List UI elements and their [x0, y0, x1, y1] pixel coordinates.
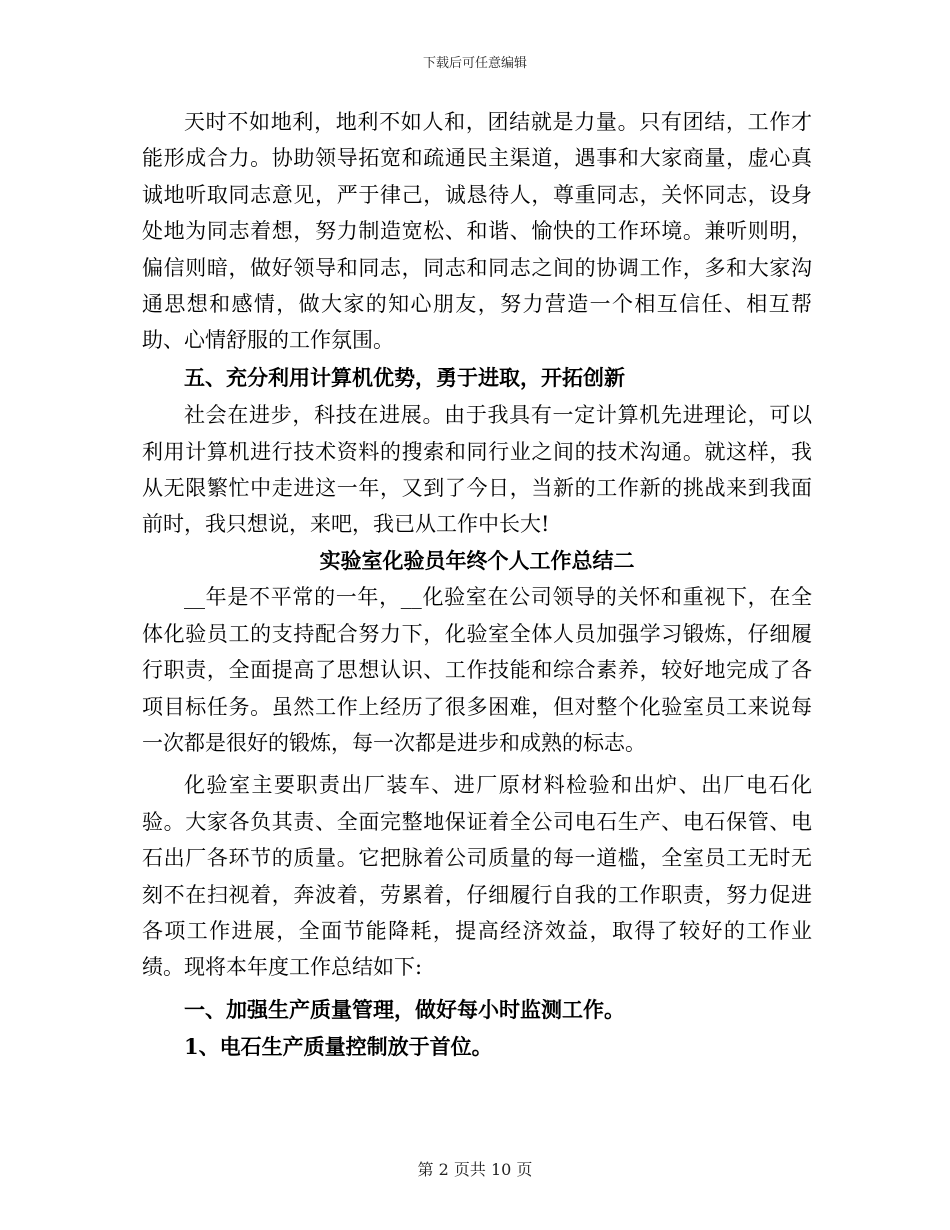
paragraph-year-review: __年是不平常的一年，__化验室在公司领导的关怀和重视下，在全体化验员工的支持配合努力下，化验室全体人员加强学习锻炼，仔细履行职责，全面提高了思想认识、工作技能和综合素养，较好地完成了各项目标任务。虽然工作上经历了很多困难，但对整个化验室员工来说每一次都是很好的锻炼，每一次都是进步和成熟的标志。 — [142, 585, 812, 755]
document-title-2: 实验室化验员年终个人工作总结二 — [319, 547, 635, 573]
heading-subsection-1: 1、电石生产质量控制放于首位。 — [184, 1034, 493, 1060]
page-header: 下载后可任意编辑 — [422, 56, 527, 71]
heading-section-5: 五、充分利用计算机优势，勇于进取，开拓创新 — [184, 364, 625, 390]
page-number: 第 2 页共 10 页 — [417, 1160, 533, 1179]
document-body — [142, 104, 812, 1067]
heading-section-1: 一、加强生产质量管理，做好每小时监测工作。 — [184, 996, 625, 1022]
paragraph-computer: 社会在进步，科技在进展。由于我具有一定计算机先进理论，可以利用计算机进行技术资料的搜索和同行业之间的技术沟通。就这样，我从无限繁忙中走进这一年，又到了今日，当新的工作新的挑战来到我面前时，我只想说，来吧，我已从工作中长大! — [142, 403, 812, 537]
paragraph-unity: 天时不如地利，地利不如人和，团结就是力量。只有团结，工作才能形成合力。协助领导拓宽和疏通民主渠道，遇事和大家商量，虚心真诚地听取同志意见，严于律己，诚恳待人，尊重同志，关怀同志，设身处地为同志着想，努力制造宽松、和谐、愉快的工作环境。兼听则明，偏信则暗，做好领导和同志，同志和同志之间的协调工作，多和大家沟通思想和感情，做大家的知心朋友，努力营造一个相互信任、相互帮助、心情舒服的工作氛围。 — [142, 110, 812, 353]
paragraph-lab-duties: 化验室主要职责出厂装车、进厂原材料检验和出炉、出厂电石化验。大家各负其责、全面完整地保证着全公司电石生产、电石保管、电石出厂各环节的质量。它把脉着公司质量的每一道槛，全室员工无时无刻不在扫视着，奔波着，劳累着，仔细履行自我的工作职责，努力促进各项工作进展，全面节能降耗，提高经济效益，取得了较好的工作业绩。现将本年度工作总结如下: — [142, 773, 812, 980]
